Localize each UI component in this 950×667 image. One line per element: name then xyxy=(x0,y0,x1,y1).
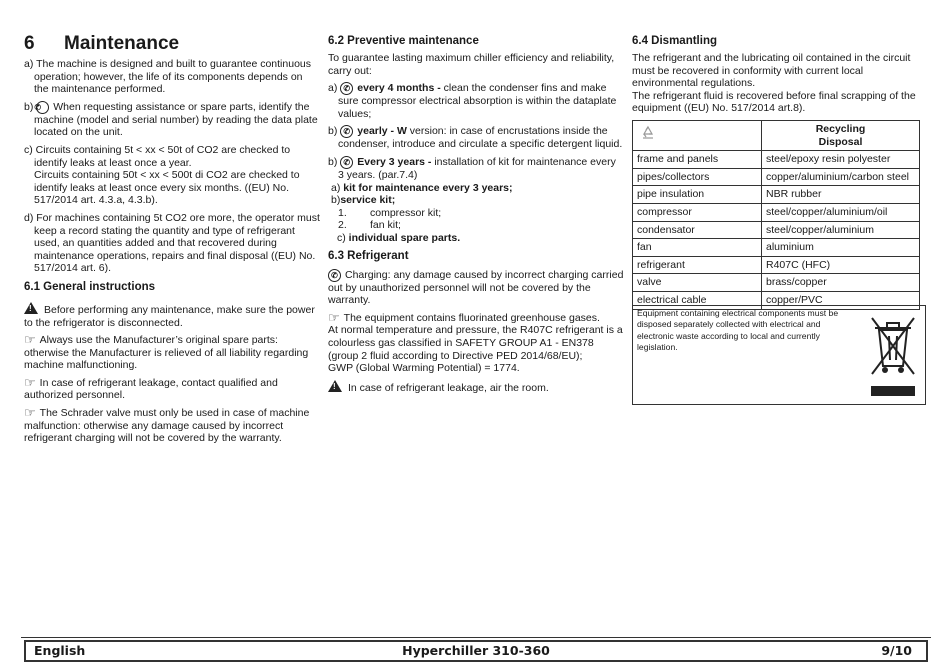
kit-a: a) kit for maintenance every 3 years; xyxy=(331,181,513,194)
preventive-a: a) ✆ every 4 months - clean the condenser fins and make sure compressor electrical absorption is within the dataplate values; xyxy=(328,82,617,120)
component-cell: pipes/collectors xyxy=(633,168,762,186)
phone-circle-icon: ✆ xyxy=(340,125,353,138)
recycling-disposal-header: Recycling Disposal xyxy=(762,120,920,150)
refrigerant-p3: At normal temperature and pressure, the R407C refrigerant is a colourless gas classified in SAFETY GROUP A1 - EN378 (group 2 fluid according to Directive PED 2014/68/EU); xyxy=(328,324,623,362)
component-cell: fan xyxy=(633,239,762,257)
section-6-4-heading: 6.4 Dismantling xyxy=(632,35,717,47)
material-cell: steel/epoxy resin polyester xyxy=(762,151,920,169)
disposal-table xyxy=(632,120,920,310)
preventive-c: b) ✆ Every 3 years - installation of kit for maintenance every 3 years. (par.7.4) xyxy=(328,155,616,181)
component-cell: compressor xyxy=(633,203,762,221)
preventive-intro: To guarantee lasting maximum chiller efficiency and reliability, carry out: xyxy=(328,52,615,77)
kit-c: c) individual spare parts. xyxy=(337,231,461,244)
crossed-bin-icon xyxy=(869,316,917,398)
table-row xyxy=(633,221,920,239)
warning-triangle-icon xyxy=(328,380,342,392)
footer-language: English xyxy=(34,643,86,658)
general-p2: ☞ Always use the Manufacturer’s original spare parts: otherwise the Manufacturer is relieved of all liability regarding machine malfunctioning. xyxy=(24,332,309,372)
page-footer xyxy=(24,640,928,662)
material-cell: copper/PVC xyxy=(762,291,920,309)
table-row xyxy=(633,203,920,221)
material-cell: R407C (HFC) xyxy=(762,256,920,274)
material-cell: brass/copper xyxy=(762,274,920,292)
maintenance-a: a) The machine is designed and built to guarantee continuous operation; however, the life of its components depends on the maintenance performed. xyxy=(24,58,312,96)
maintenance-d: d) For machines containing 5t CO2 ore more, the operator must keep a record stating the quantity and type of refrigerant used, an quantities added and that recovered during maintenance operations, repairs and final disposal ((EU) No. 517/2014 art. 6). xyxy=(24,211,320,275)
component-cell: frame and panels xyxy=(633,151,762,169)
column-right xyxy=(632,34,926,310)
column-middle xyxy=(328,34,624,399)
weee-text: Equipment containing electrical components must be disposed separately collected with electrical and electronic waste according to local and currently legislation. xyxy=(637,308,839,353)
material-cell: steel/copper/aluminium xyxy=(762,221,920,239)
general-p3: ☞ In case of refrigerant leakage, contact qualified and authorized personnel. xyxy=(24,374,278,402)
pointing-hand-icon: ☞ xyxy=(24,374,36,390)
recycle-icon xyxy=(633,120,762,150)
table-row xyxy=(633,186,920,204)
refrigerant-p1: ✆ Charging: any damage caused by incorrect charging carried out by unauthorized personnel will not be covered by the warranty. xyxy=(328,268,624,307)
refrigerant-p2: ☞ The equipment contains fluorinated greenhouse gases. xyxy=(328,309,600,325)
table-row xyxy=(633,274,920,292)
page-title: 6 Maintenance xyxy=(24,33,180,54)
component-cell: valve xyxy=(633,274,762,292)
table-header-row xyxy=(633,120,920,150)
table-row xyxy=(633,151,920,169)
component-cell: refrigerant xyxy=(633,256,762,274)
section-6-2-heading: 6.2 Preventive maintenance xyxy=(328,35,479,47)
component-cell: electrical cable xyxy=(633,291,762,309)
general-p4: ☞ The Schrader valve must only be used in case of machine malfunction: otherwise any damage caused by incorrect refrigerant charging will not be covered by the warranty. xyxy=(24,405,310,445)
column-left xyxy=(24,34,320,450)
refrigerant-p5: !In case of refrigerant leakage, air the room. xyxy=(328,380,624,395)
dismantling-p2: The refrigerant fluid is recovered before final scrapping of the equipment ((EU) No. 517/2014 art.8). xyxy=(632,89,916,115)
preventive-b: b) ✆ yearly - W version: in case of encrustations inside the condenser, introduce and circulate a specific detergent liquid. xyxy=(328,125,623,151)
table-row xyxy=(633,239,920,257)
refrigerant-p4: GWP (Global Warming Potential) = 1774. xyxy=(328,362,520,375)
pointing-hand-icon: ☞ xyxy=(24,405,36,421)
component-cell: pipe insulation xyxy=(633,186,762,204)
material-cell: steel/copper/aluminium/oil xyxy=(762,203,920,221)
material-cell: copper/aluminium/carbon steel xyxy=(762,168,920,186)
dismantling-p1: The refrigerant and the lubricating oil contained in the circuit must be recovered in conformity with current local environmental regulations. xyxy=(632,52,911,90)
component-cell: condensator xyxy=(633,221,762,239)
phone-circle-icon: ✆ xyxy=(340,156,353,169)
phone-circle-icon: ✆ xyxy=(36,101,49,114)
maintenance-b: b) ✆ When requesting assistance or spare parts, identify the machine (model and serial number) by reading the data plate located on the unit. xyxy=(24,100,318,139)
material-cell: aluminium xyxy=(762,239,920,257)
section-6-3-heading: 6.3 Refrigerant xyxy=(328,249,409,262)
kit-b2: 2. fan kit; xyxy=(338,219,401,232)
pointing-hand-icon: ☞ xyxy=(24,332,36,348)
phone-circle-icon: ✆ xyxy=(340,82,353,95)
maintenance-c2: Circuits containing 50t < xx < 500t di CO2 are checked to identify leaks at least once every six months. ((EU) No. 517/2014 art. 4.3.a, 4.3.b). xyxy=(34,169,300,207)
general-p1: !Before performing any maintenance, make sure the power to the refrigerator is disconnected. xyxy=(24,302,320,329)
weee-notice xyxy=(632,305,926,405)
disposal-rows xyxy=(633,151,920,309)
warning-triangle-icon xyxy=(24,302,38,314)
footer-model: Hyperchiller 310-360 xyxy=(402,643,550,658)
kit-b: b)service kit; xyxy=(331,194,396,207)
table-row xyxy=(633,256,920,274)
phone-circle-icon: ✆ xyxy=(328,269,341,282)
pointing-hand-icon: ☞ xyxy=(328,309,340,325)
section-6-1-heading: 6.1 General instructions xyxy=(24,280,156,293)
table-row xyxy=(633,168,920,186)
material-cell: NBR rubber xyxy=(762,186,920,204)
maintenance-c1: c) Circuits containing 5t < xx < 50t of CO2 are checked to identify leaks at least once a year. xyxy=(24,143,291,169)
kit-b1: 1. compressor kit; xyxy=(338,206,442,219)
footer-page-number: 9/10 xyxy=(881,643,912,658)
